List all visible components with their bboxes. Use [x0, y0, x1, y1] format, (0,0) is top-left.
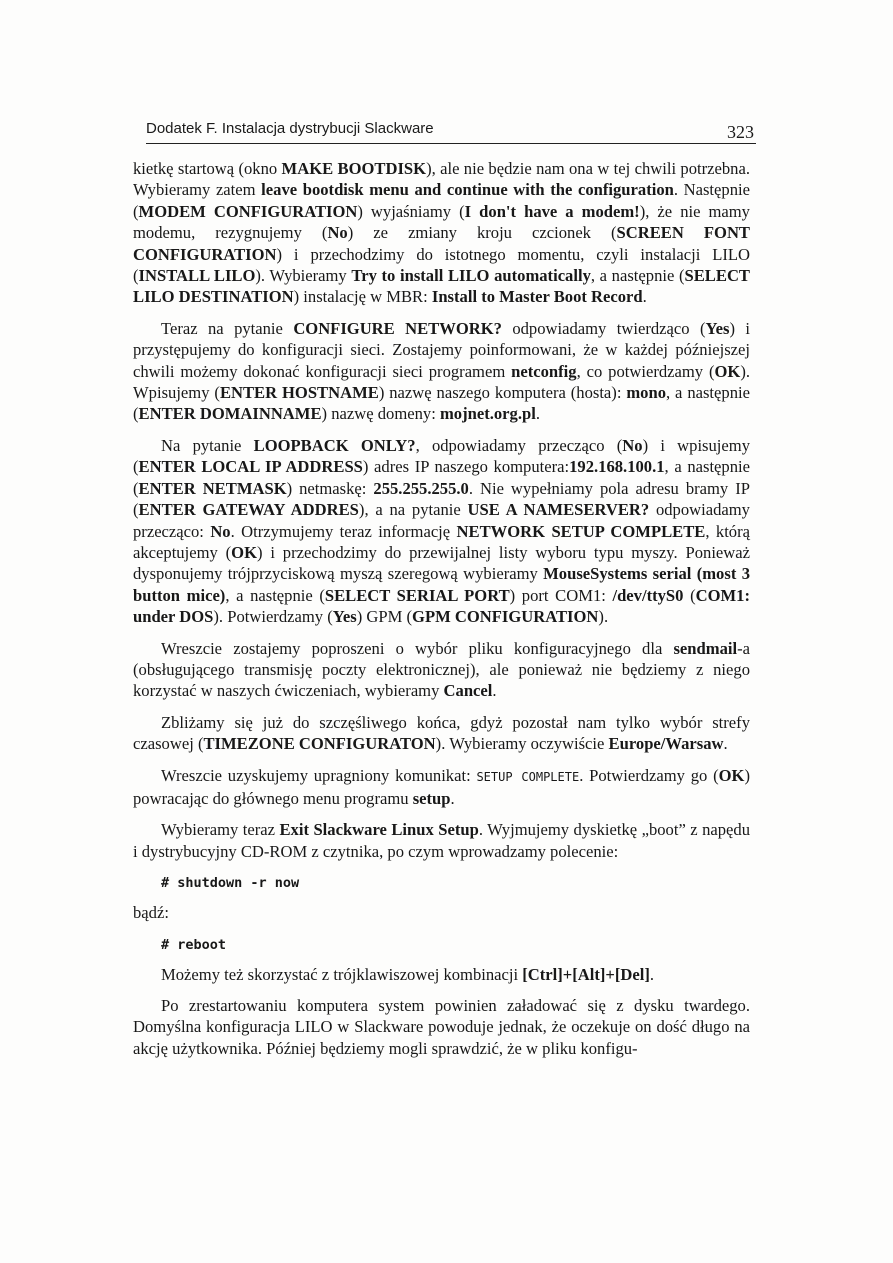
paragraph — [133, 765, 750, 810]
bold-term: Europe/Warsaw — [608, 734, 724, 754]
text-run: ). Wpisujemy ( — [133, 361, 750, 403]
text-run: Wreszcie zostajemy poproszeni o wybór pliku konfiguracyjnego dla — [161, 638, 674, 658]
text-run: ) GPM ( — [356, 607, 413, 627]
bold-term: I don't have a modem! — [464, 201, 640, 221]
text-run: . — [723, 734, 728, 754]
text-run: -a (obsługującego transmisję poczty elektronicznej), ale ponieważ nie będziemy z niego korzystać w naszych ćwiczeniach, wybieramy — [133, 638, 750, 701]
bold-term: USE A NAMESERVER? — [467, 500, 650, 520]
paragraph — [133, 435, 750, 628]
text-run: . Otrzymujemy teraz informację — [230, 521, 457, 541]
text-run: ) wyjaśniamy ( — [357, 201, 465, 221]
bold-term: ENTER LOCAL IP ADDRESS — [138, 457, 363, 477]
bold-term: INSTALL LILO — [138, 266, 256, 286]
page-header — [146, 120, 756, 148]
body-text — [133, 158, 750, 1069]
paragraph — [133, 638, 750, 702]
or-label: bądź: — [133, 903, 169, 923]
bold-term: Try to install LILO automatically — [351, 266, 591, 286]
bold-term: /dev/ttyS0 — [612, 585, 684, 605]
bold-term: netconfig — [511, 361, 577, 381]
command-reboot: # reboot — [161, 936, 227, 953]
paragraph — [133, 158, 750, 308]
text-run: . — [642, 287, 647, 307]
bold-term: Yes — [332, 607, 357, 627]
text-run: , a następnie ( — [133, 383, 750, 424]
bold-term: SELECT LILO DESTINATION — [133, 266, 750, 307]
bold-term: SCREEN FONT CONFIGURATION — [133, 223, 750, 264]
text-run: odpowiadamy twierdząco ( — [501, 318, 706, 338]
command-shutdown: # shutdown -r now — [161, 875, 300, 892]
bold-term: Exit Slackware Linux Setup — [279, 820, 479, 840]
bold-term: 255.255.255.0 — [373, 478, 469, 498]
bold-term: OK — [718, 765, 745, 785]
text-run: . Wyjmujemy dyskietkę „boot” z napędu i dystrybucyjny CD-ROM z czytnika, po czym wprowadzamy polecenie: — [133, 820, 751, 861]
text-run: ) instalację w MBR: — [293, 287, 432, 307]
bold-term: No — [327, 223, 348, 243]
bold-term: No — [622, 435, 643, 455]
text-run: ), że nie mamy modemu, rezygnujemy ( — [133, 201, 750, 243]
bold-term: sendmail — [673, 638, 738, 658]
bold-term: ENTER GATEWAY ADDRES — [138, 500, 359, 520]
bold-term: TIMEZONE CONFIGURATON — [203, 734, 436, 754]
bold-term: Install to Master Boot Record — [431, 287, 643, 307]
bold-term: MouseSystems serial (most 3 button mice) — [133, 564, 750, 605]
text-run: ) netmaskę: — [286, 478, 374, 498]
bold-term: MODEM CONFIGURATION — [138, 201, 358, 221]
text-run: ), a na pytanie — [358, 500, 468, 520]
text-run: ) powracając do głównego menu programu — [133, 765, 750, 808]
bold-term: ENTER DOMAINNAME — [138, 404, 322, 424]
text-run: . — [450, 788, 455, 808]
text-run: ). — [598, 607, 609, 627]
text-run: ) port COM1: — [509, 585, 613, 605]
bold-term: mojnet.org.pl — [439, 404, 536, 424]
text-run: Możemy też skorzystać z trójklawiszowej kombinacji — [161, 964, 523, 984]
text-run: . Potwierdzamy go ( — [579, 765, 719, 785]
bold-term: [Ctrl]+[Alt]+[Del] — [522, 964, 650, 984]
bold-term: setup — [412, 788, 451, 808]
text-run: , co potwierdzamy ( — [576, 361, 715, 381]
bold-term: No — [210, 521, 231, 541]
paragraph — [133, 712, 750, 755]
screen-message: SETUP COMPLETE — [476, 769, 580, 784]
bold-term: SELECT SERIAL PORT — [324, 585, 510, 605]
text-run: , a następnie ( — [133, 457, 750, 498]
paragraph — [133, 318, 750, 425]
bold-term: Yes — [705, 318, 730, 338]
text-run: ) i przechodzimy do przewijalnej listy wyboru typu myszy. Ponieważ dysponujemy trójprzyciskową myszą szeregową wybieramy — [133, 542, 751, 584]
text-run: ) nazwę domeny: — [321, 404, 440, 424]
text-run: Zbliżamy się już do szczęśliwego końca, gdyż pozostał nam tylko wybór strefy czasowej ( — [133, 712, 750, 754]
text-run: , a następnie ( — [225, 585, 325, 605]
text-run: . — [492, 681, 497, 701]
text-run: ) i przystępujemy do konfiguracji sieci. Zostajemy poinformowani, że w każdej późniejszej chwili możemy dokonać konfiguracji sieci programem — [133, 318, 750, 381]
text-run: Po zrestartowaniu komputera system powinien załadować się z dysku twardego. Domyślna konfiguracja LILO w Slackware powoduje jednak, że oczekuje on dość długo na akcję użytkownika. Później będziemy mogli sprawdzić, że w pliku konfigu- — [133, 996, 750, 1058]
text-run: ) adres IP naszego komputera: — [362, 457, 570, 477]
text-run: Wybieramy teraz — [161, 820, 280, 840]
bold-term: MAKE BOOTDISK — [281, 159, 427, 178]
text-run: , odpowiadamy przecząco ( — [415, 435, 623, 455]
text-run: . Następnie ( — [133, 180, 750, 221]
bold-term: Cancel — [443, 681, 493, 701]
text-run: ( — [683, 585, 696, 605]
bold-term: OK — [231, 542, 257, 562]
paragraph — [133, 995, 750, 1059]
page-number: 323 — [727, 122, 754, 142]
bold-term: OK — [714, 361, 741, 381]
text-run: Wreszcie uzyskujemy upragniony komunikat: — [161, 765, 477, 785]
text-run: ). Potwierdzamy ( — [213, 607, 333, 627]
bold-term: ENTER HOSTNAME — [219, 383, 379, 403]
bold-term: GPM CONFIGURATION — [412, 607, 599, 627]
header-rule — [146, 143, 756, 144]
text-run: odpowiadamy przecząco: — [133, 500, 750, 541]
paragraph — [133, 964, 750, 985]
text-run: ) i przechodzimy do istotnego momentu, czyli instalacji LILO ( — [133, 244, 750, 286]
text-run: ) i wpisujemy ( — [133, 435, 750, 477]
text-run: , a następnie ( — [590, 266, 685, 286]
bold-term: leave bootdisk menu and continue with the configuration — [261, 180, 674, 200]
text-run: ) nazwę naszego komputera (hosta): — [378, 383, 627, 403]
bold-term: mono — [626, 383, 666, 403]
text-run: . — [649, 964, 655, 984]
text-run: kietkę startową (okno — [133, 159, 282, 178]
paragraph — [133, 819, 750, 862]
bold-term: CONFIGURE NETWORK? — [293, 318, 502, 338]
text-run: . Nie wypełniamy pola adresu bramy IP ( — [133, 478, 750, 520]
text-run: ). Wybieramy oczywiście — [435, 734, 609, 754]
bold-term: NETWORK SETUP COMPLETE — [456, 521, 706, 541]
bold-term: LOOPBACK ONLY? — [253, 435, 416, 455]
text-run: ). Wybieramy — [255, 266, 352, 286]
bold-term: ENTER NETMASK — [138, 478, 287, 498]
bold-term: COM1: under DOS — [133, 585, 750, 627]
text-run: Teraz na pytanie — [161, 318, 294, 338]
text-run: , którą akceptujemy ( — [133, 521, 750, 562]
text-run: Na pytanie — [161, 435, 254, 455]
bold-term: 192.168.100.1 — [569, 457, 665, 477]
text-run: ), ale nie będzie nam ona w tej chwili potrzebna. Wybieramy zatem — [133, 159, 750, 200]
text-run: ) ze zmiany kroju czcionek ( — [347, 223, 617, 243]
running-title: Dodatek F. Instalacja dystrybucji Slackware — [146, 120, 434, 137]
text-run: . — [535, 404, 540, 424]
